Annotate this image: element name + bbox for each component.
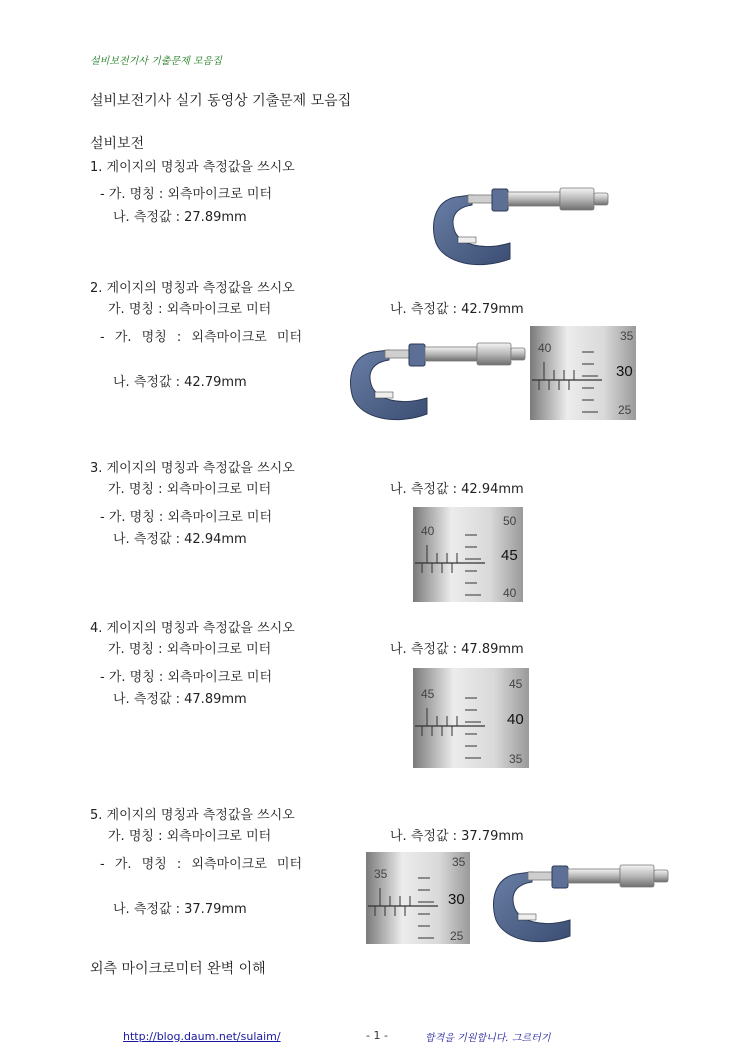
question-2-title: 2. 게이지의 명칭과 측정값을 쓰시오 [90, 281, 295, 296]
thimble-label-mid: 30 [616, 363, 633, 380]
scale-closeup-5 [366, 852, 470, 944]
question-3-value-line: 나. 측정값 : 42.94mm [390, 482, 524, 497]
question-2-answer-value: 나. 측정값 : 42.79mm [113, 375, 247, 390]
section-title: 설비보전 [90, 136, 145, 152]
thimble-label-top: 35 [620, 329, 634, 343]
question-4-answer-name: - 가. 명칭 : 외측마이크로 미터 [100, 670, 273, 685]
thimble-label-bottom: 40 [503, 586, 517, 600]
thimble-label-top: 35 [452, 855, 466, 869]
question-3-answer-name: - 가. 명칭 : 외측마이크로 미터 [100, 510, 273, 525]
scale-closeup-4 [413, 668, 529, 768]
running-header: 설비보전기사 기출문제 모음집 [90, 56, 222, 67]
thimble-label-mid: 30 [448, 891, 465, 908]
question-1-answer-value: 나. 측정값 : 27.89mm [113, 210, 247, 225]
question-3-title: 3. 게이지의 명칭과 측정값을 쓰시오 [90, 461, 295, 476]
sleeve-label: 40 [538, 341, 552, 355]
micrometer-image-2 [345, 340, 530, 430]
sleeve-label: 45 [421, 687, 435, 701]
thimble-label-top: 50 [503, 514, 517, 528]
thimble-label-bottom: 25 [618, 403, 632, 417]
closing-note: 외측 마이크로미터 완벽 이해 [90, 961, 266, 977]
thimble-label-bottom: 25 [450, 929, 464, 943]
scale-closeup-3 [413, 507, 523, 602]
page-number: - 1 - [366, 1029, 388, 1042]
micrometer-image-1 [428, 185, 613, 275]
question-1-title: 1. 게이지의 명칭과 측정값을 쓰시오 [90, 160, 295, 175]
document-title: 설비보전기사 실기 동영상 기출문제 모음집 [90, 93, 352, 109]
question-3-name-line: 가. 명칭 : 외측마이크로 미터 [108, 482, 272, 497]
question-4-title: 4. 게이지의 명칭과 측정값을 쓰시오 [90, 621, 295, 636]
question-5-value-line: 나. 측정값 : 37.79mm [390, 829, 524, 844]
question-4-value-line: 나. 측정값 : 47.89mm [390, 642, 524, 657]
question-5-title: 5. 게이지의 명칭과 측정값을 쓰시오 [90, 808, 295, 823]
thimble-label-top: 45 [509, 677, 523, 691]
micrometer-image-5 [488, 862, 673, 952]
footer-link[interactable]: http://blog.daum.net/sulaim/ [123, 1030, 281, 1043]
question-2-value-line: 나. 측정값 : 42.79mm [390, 302, 524, 317]
question-1-answer-name: - 가. 명칭 : 외측마이크로 미터 [100, 187, 273, 202]
sleeve-label: 40 [421, 524, 435, 538]
thimble-label-bottom: 35 [509, 752, 523, 766]
question-5-name-line: 가. 명칭 : 외측마이크로 미터 [108, 829, 272, 844]
question-4-name-line: 가. 명칭 : 외측마이크로 미터 [108, 642, 272, 657]
scale-closeup-2 [530, 326, 636, 420]
footer-message: 합격을 기원합니다. 그르터기 [425, 1033, 551, 1044]
question-5-answer-name: - 가. 명칭 : 외측마이크로 미터 [100, 857, 303, 872]
question-2-name-line: 가. 명칭 : 외측마이크로 미터 [108, 302, 272, 317]
question-3-answer-value: 나. 측정값 : 42.94mm [113, 532, 247, 547]
question-2-answer-name: - 가. 명칭 : 외측마이크로 미터 [100, 330, 303, 345]
thimble-label-mid: 45 [501, 547, 518, 564]
question-5-answer-value: 나. 측정값 : 37.79mm [113, 902, 247, 917]
thimble-label-mid: 40 [507, 711, 524, 728]
sleeve-label: 35 [374, 867, 388, 881]
question-4-answer-value: 나. 측정값 : 47.89mm [113, 692, 247, 707]
